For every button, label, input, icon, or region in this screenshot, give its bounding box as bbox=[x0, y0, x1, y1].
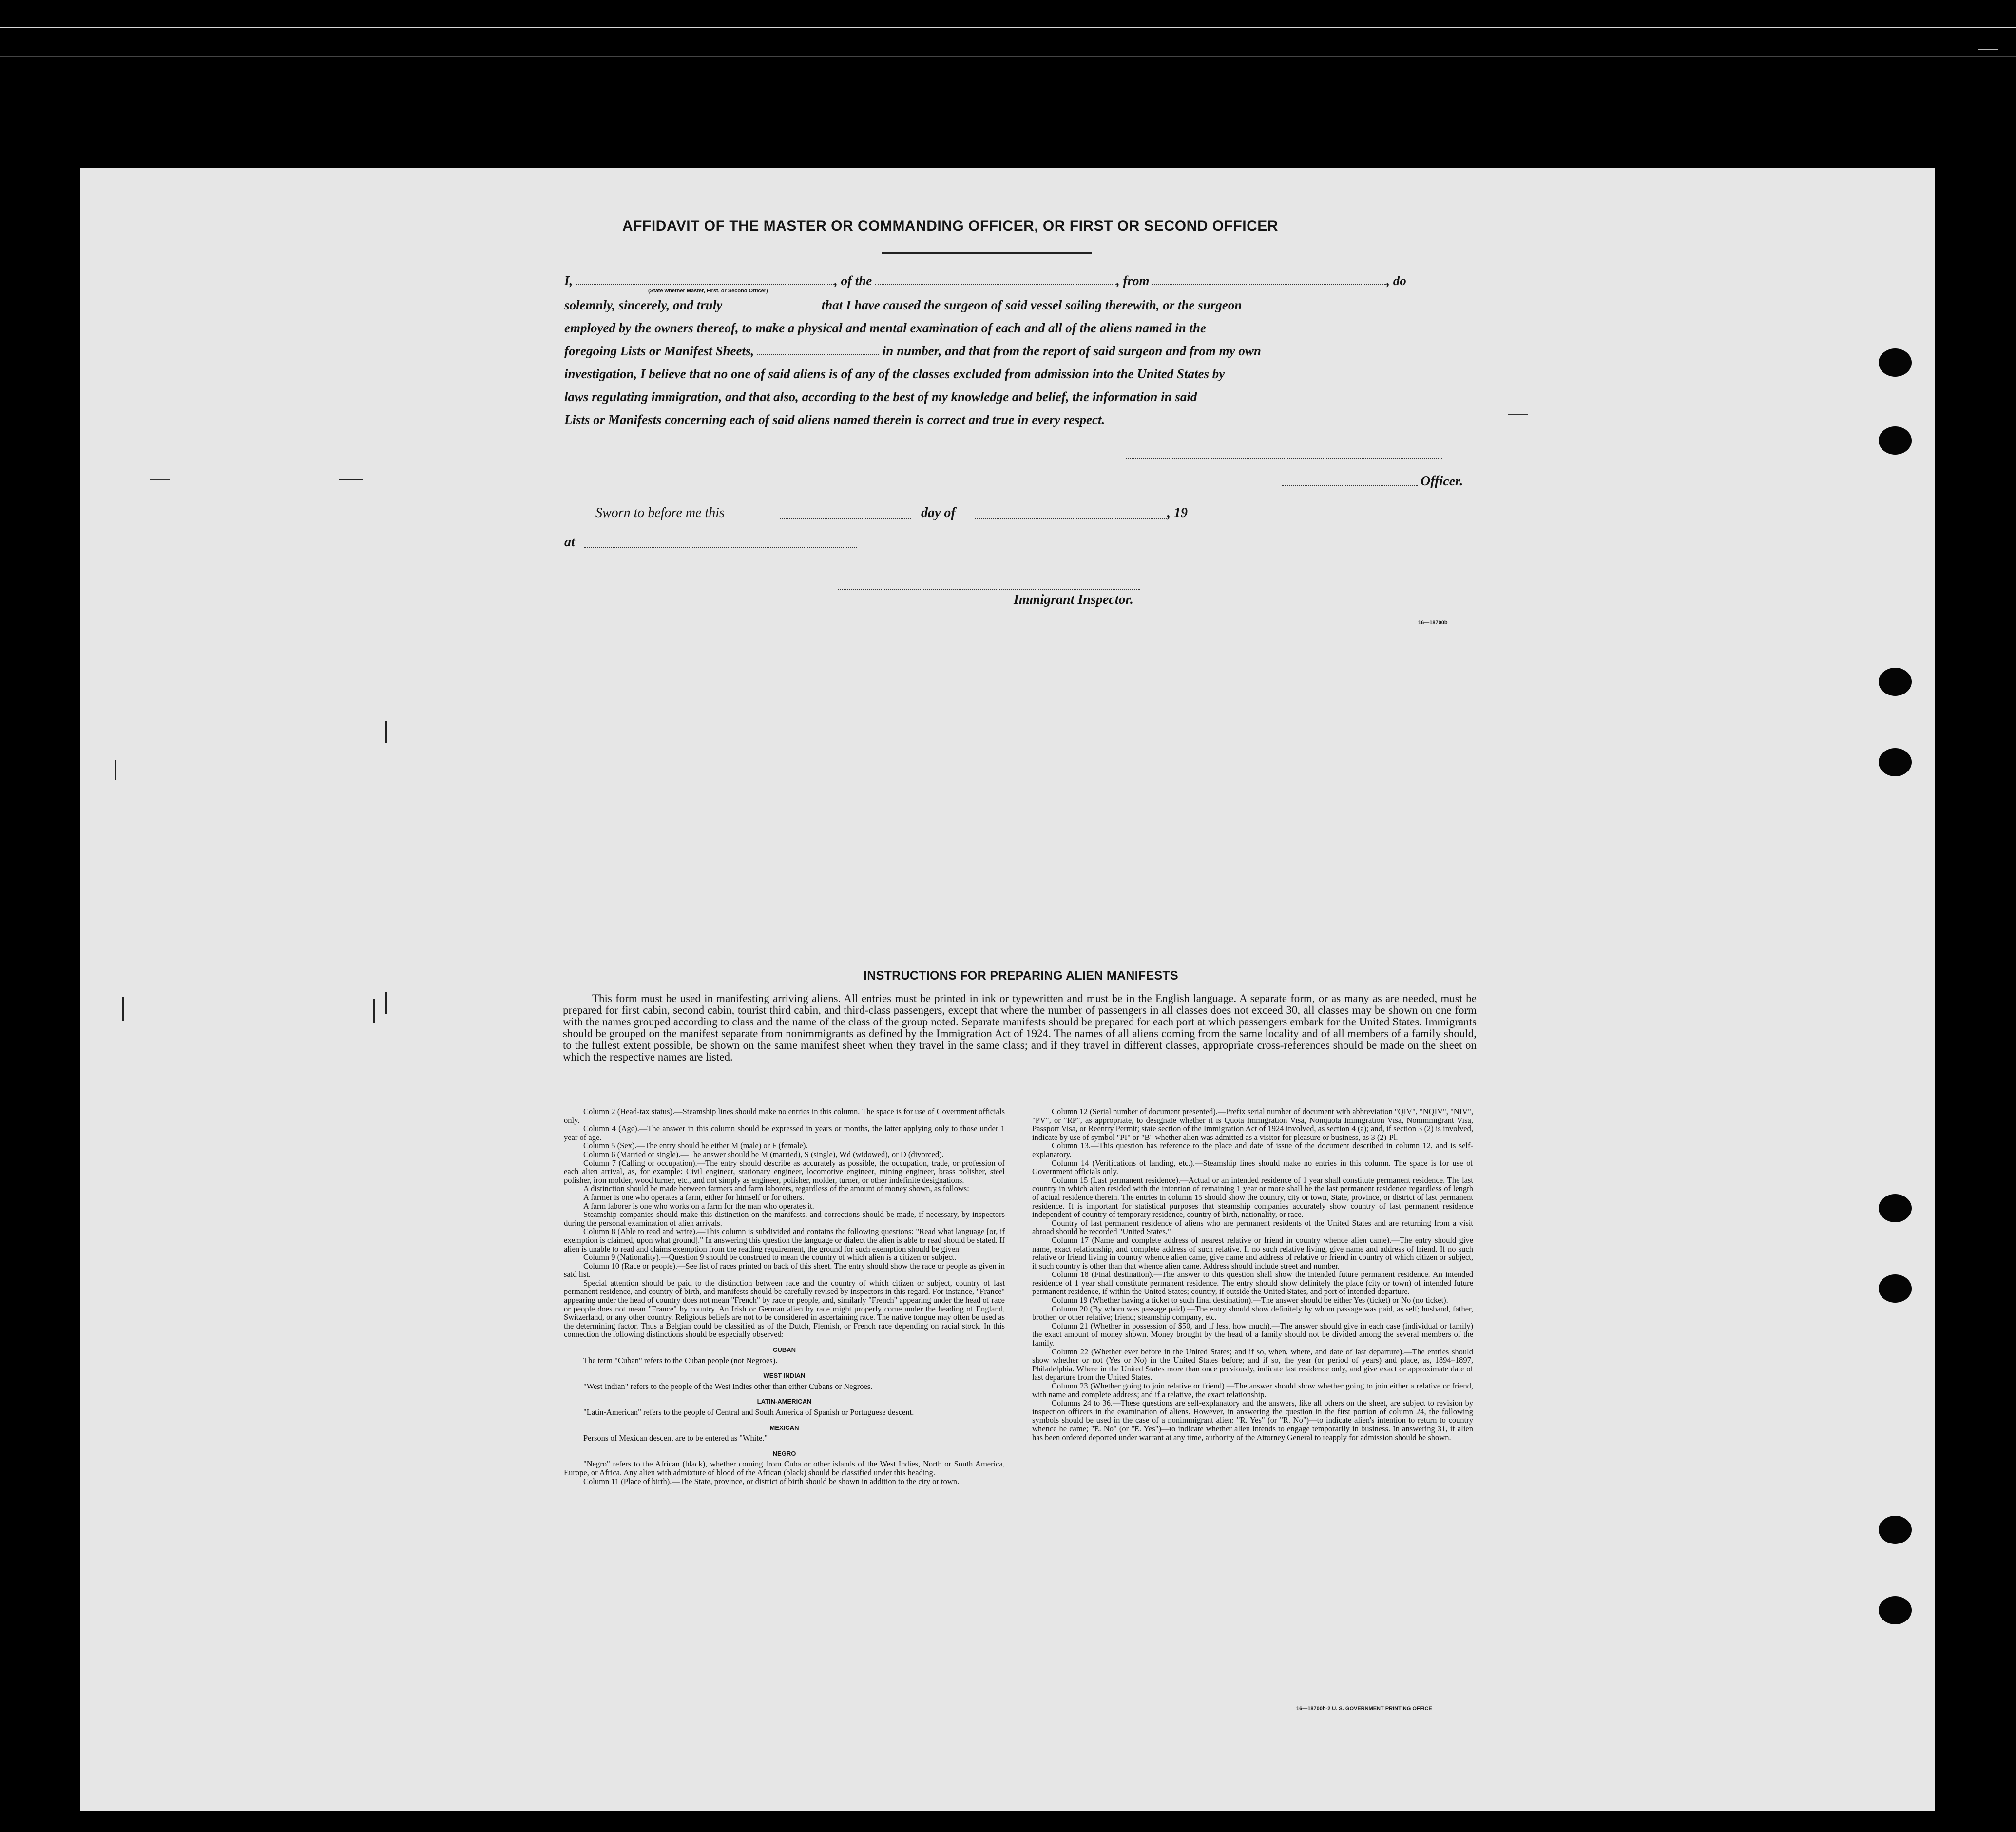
affidavit-line-2: solemnly, sincerely, and truly that I have caused the surgeon of said vessel sailing therewith, or the surgeon bbox=[564, 298, 1242, 312]
sworn-day-field[interactable] bbox=[780, 517, 911, 519]
at-label: at bbox=[564, 535, 575, 550]
instructions-right-column: Column 12 (Serial number of document presented).—Prefix serial number of document with abbreviation "QIV", "NQIV", "NIV", "PV", or "RP", as appropriate, to designate whether it is Quota Immigration Visa, Nonquota Immigration Visa, Nonimmigrant Visa, Passport Visa, or Reentry Permit; state section of the Immigration Act of 1924 involved, as section 4 (a); and, if section 3 (2) is involved, indicate by use of symbol "PI" or "B" whether alien was admitted as a visitor for pleasure or business, as 3 (2)-Pl. Column 13.—This question has reference to the place and date of issue of the document described in column 12, and is self-explanatory. Column 14 (Verifications of landing, etc.).—Steamship lines should make no entries in this column. The space is for use of Government officials only. Column 15 (Last permanent residence).—Actual or an intended residence of 1 year shall constitute permanent residence. The last country in which alien resided with the intention of remaining 1 year or more shall be the last permanent residence regardless of length of actual residence therein. The entries in column 15 should show the country, city or town, State, province, or district of last permanent residence. It is important for statistical purposes that steamship companies accurately show country of last permanent residence independent of country of temporary residence, country of birth, nationality, or race. Country of last permanent residence of aliens who are permanent residents of the United States and are returning from a visit abroad should be recorded "United States." Column 17 (Name and complete address of nearest relative or friend in country whence alien came).—The entry should give name, exact relationship, and complete address of such relative. If no such relative living, give name and address of friend. If no such relative or friend living in country whence alien came, give name and address of relative or friend in country of which citizen or subject, if such country is other than that whence alien came. Address should include street and number. Column 18 (Final destination).—The answer to this question shall show the intended future permanent residence. An intended residence of 1 year shall constitute permanent residence. The entry should show definitely the place (city or town) of intended future permanent residence, if within the United States; country, if outside the United States, and port of intended departure. Column 19 (Whether having a ticket to such final destination).—The answer should be either Yes (ticket) or No (no ticket). Column 20 (By whom was passage paid).—The entry should show definitely by whom passage was paid, as self; husband, father, brother, or other relative; friend; steamship company, etc. Column 21 (Whether in possession of $50, and if less, how much).—The answer should give in each case (individual or family) the exact amount of money shown. Money brought by the head of a family should not be divided among the several members of the family. Column 22 (Whether ever before in the United States; and if so, when, where, and date of last departure).—The entries should show whether or not (Yes or No) in the United States before; and if so, the year (or period of years) and place, as, 1894–1897, Philadelphia. Where in the United States more than once previously, indicate last residence only, and give exact or approximate date of last departure from the United States. Column 23 (Whether going to join relative or friend).—The answer should show whether going to join either a relative or friend, with name and complete address; and if a relative, the exact relationship. Columns 24 to 36.—These questions are self-explanatory and the answers, like all others on the sheet, are subject to revision by inspection officers in the examination of aliens. However, in answering the question in the first portion of column 24, the following symbols should be used in the case of a nonimmigrant alien: "R. Yes" (or "R. No")—to indicate alien's intention to return to country whence he came; "E. No" (or "E. Yes")—to indicate whether alien intends to engage temporarily in business. In answering 31, if alien has been ordered deported under warrant at any time, authority of the Attorney General to reapply for admission should be shown. bbox=[1032, 1107, 1473, 1442]
scan-mark bbox=[115, 760, 116, 780]
scan-mark bbox=[385, 721, 387, 743]
punch-hole bbox=[1879, 1274, 1912, 1303]
scan-mark bbox=[385, 992, 387, 1014]
sworn-label: Sworn to before me this bbox=[595, 505, 725, 521]
punch-hole bbox=[1879, 1194, 1912, 1222]
oath-type-field[interactable] bbox=[726, 298, 818, 309]
affidavit-line-4: foregoing Lists or Manifest Sheets, in number, and that from the report of said surgeon and from my own bbox=[564, 344, 1261, 358]
punch-hole bbox=[1879, 1596, 1912, 1624]
affidavit-title: AFFIDAVIT OF THE MASTER OR COMMANDING OFFICER, OR FIRST OR SECOND OFFICER bbox=[622, 218, 1278, 234]
alien-count-field[interactable] bbox=[757, 344, 879, 355]
scan-mark bbox=[150, 479, 170, 480]
punch-hole bbox=[1879, 426, 1912, 455]
scan-mark bbox=[373, 999, 375, 1023]
affidavit-line-1: I, , of the , from , do bbox=[564, 273, 1406, 288]
heading-cuban: CUBAN bbox=[773, 1346, 796, 1354]
scan-mark bbox=[122, 997, 124, 1021]
punch-hole bbox=[1879, 348, 1912, 377]
scan-top-line bbox=[0, 27, 2016, 28]
sworn-place-field[interactable] bbox=[584, 546, 857, 548]
instructions-title: INSTRUCTIONS FOR PREPARING ALIEN MANIFESTS bbox=[864, 969, 1178, 983]
year-label: , 19 bbox=[1167, 505, 1188, 521]
officer-title-line[interactable] bbox=[1282, 484, 1418, 486]
vessel-name-field[interactable] bbox=[875, 273, 1116, 285]
officer-signature-line[interactable] bbox=[1126, 457, 1442, 459]
scan-mark bbox=[1978, 49, 1998, 50]
scan-top-line bbox=[0, 56, 2016, 57]
scan-mark bbox=[339, 479, 363, 480]
punch-hole bbox=[1879, 748, 1912, 776]
punch-hole bbox=[1879, 1516, 1912, 1544]
inspector-signature-line[interactable] bbox=[838, 588, 1140, 590]
heading-west-indian: WEST INDIAN bbox=[763, 1372, 806, 1380]
affidavit-line-3: employed by the owners thereof, to make a physical and mental examination of each and all of the aliens named in the bbox=[564, 321, 1206, 335]
scan-mark bbox=[1508, 414, 1528, 415]
heading-negro: NEGRO bbox=[772, 1449, 796, 1457]
inspector-label: Immigrant Inspector. bbox=[1014, 592, 1133, 607]
officer-rank-field[interactable] bbox=[576, 273, 834, 285]
affidavit-line-6: laws regulating immigration, and that also, according to the best of my knowledge and belief, the information in said bbox=[564, 389, 1197, 404]
title-rule bbox=[882, 252, 1092, 254]
officer-label: Officer. bbox=[1421, 474, 1463, 489]
day-of-label: day of bbox=[921, 505, 956, 521]
instructions-intro: This form must be used in manifesting arriving aliens. All entries must be printed in ink or typewritten and must be in the English language. A separate form, or as many as are needed, must be prepared for first cabin, second cabin, tourist third cabin, and third-class passengers, except that where the number of passengers in all classes does not exceed 30, all classes may be shown on one form with the names grouped according to class and the name of the class of the group noted. Separate manifests should be prepared for each port at which passengers embark for the United States. Immigrants should be grouped on the manifest separate from nonimmigrants as defined by the Immigration Act of 1924. The names of all aliens coming from the same locality and of all members of a family should, to the fullest extent possible, be shown on the same manifest sheet when they travel in the same class; and if they travel in different classes, appropriate cross-references should be made on the sheet on which the respective names are listed. bbox=[563, 992, 1477, 1063]
heading-latin-american: LATIN-AMERICAN bbox=[757, 1398, 812, 1406]
instructions-left-column: Column 2 (Head-tax status).—Steamship lines should make no entries in this column. The space is for use of Government officials only. Column 4 (Age).—The answer in this column should be expressed in years or months, the latter applying only to those under 1 year of age. Column 5 (Sex).—The entry should be either M (male) or F (female). Column 6 (Married or single).—The answer should be M (married), S (single), Wd (widowed), or D (divorced). Column 7 (Calling or occupation).—The entry should describe as accurately as possible, the occupation, trade, or profession of each alien arrival, as, for example: Civil engineer, stationary engineer, locomotive engineer, mining engineer, brass polisher, steel polisher, iron molder, wood turner, etc., and not simply as engineer, polisher, molder, turner, or other indefinite designations. A distinction should be made between farmers and farm laborers, regardless of the amount of money shown, as follows: A farmer is one who operates a farm, either for himself or for others. A farm laborer is one who works on a farm for the man who operates it. Steamship companies should make this distinction on the manifests, and corrections should be made, if necessary, by inspectors during the personal examination of alien arrivals. Column 8 (Able to read and write).—This column is subdivided and contains the following questions: "Read what language [or, if exemption is claimed, upon what ground]." In answering this question the language or dialect the alien is able to read should be stated. If alien is unable to read and claims exemption from the reading requirement, the ground for such exemption should be given. Column 9 (Nationality).—Question 9 should be construed to mean the country of which alien is a citizen or subject. Column 10 (Race or people).—See list of races printed on back of this sheet. The entry should show the race or people as given in said list. Special attention should be paid to the distinction between race and the country of which citizen or subject, country of last permanent residence, and country of birth, and manifests should be carefully revised by inspectors in this regard. For instance, "France" appearing under the head of country does not mean "French" by race or people, and, similarly "French" appearing under the head of race or people does not mean "France" by country. An Irish or German alien by race might properly come under the heading of England, Switzerland, or any other country. Religious beliefs are not to be considered in ascertaining race. The native tongue may often be used as the determining factor. Thus a Belgian could be classified as of the Dutch, Flemish, or French race depending on racial stock. In this connection the following distinctions should be especially observed: CUBAN The term "Cuban" refers to the Cuban people (not Negroes). WEST INDIAN "West Indian" refers to the people of the West Indies other than either Cubans or Negroes. LATIN-AMERICAN "Latin-American" refers to the people of Central and South America of Spanish or Portuguese descent. MEXICAN Persons of Mexican descent are to be entered as "White." NEGRO "Negro" refers to the African (black), whether coming from Cuba or other islands of the West Indies, North or South America, Europe, or Africa. Any alien with admixture of blood of the African (black) should be classified under this heading. Column 11 (Place of birth).—The State, province, or district of birth should be shown in addition to the city or town. bbox=[564, 1107, 1005, 1486]
affidavit-line-5: investigation, I believe that no one of said aliens is of any of the classes excluded from admission into the United States by bbox=[564, 366, 1225, 381]
printing-office-footer: 16—18700b-2 U. S. GOVERNMENT PRINTING OFFICE bbox=[1296, 1706, 1432, 1712]
heading-mexican: MEXICAN bbox=[769, 1424, 799, 1431]
departure-port-field[interactable] bbox=[1152, 273, 1386, 285]
affidavit-line-7: Lists or Manifests concerning each of said aliens named therein is correct and true in every respect. bbox=[564, 412, 1105, 427]
sworn-month-field[interactable] bbox=[975, 517, 1167, 519]
form-number: 16—18700b bbox=[1418, 620, 1448, 626]
punch-hole bbox=[1879, 668, 1912, 696]
rank-caption: (State whether Master, First, or Second Officer) bbox=[648, 288, 768, 294]
